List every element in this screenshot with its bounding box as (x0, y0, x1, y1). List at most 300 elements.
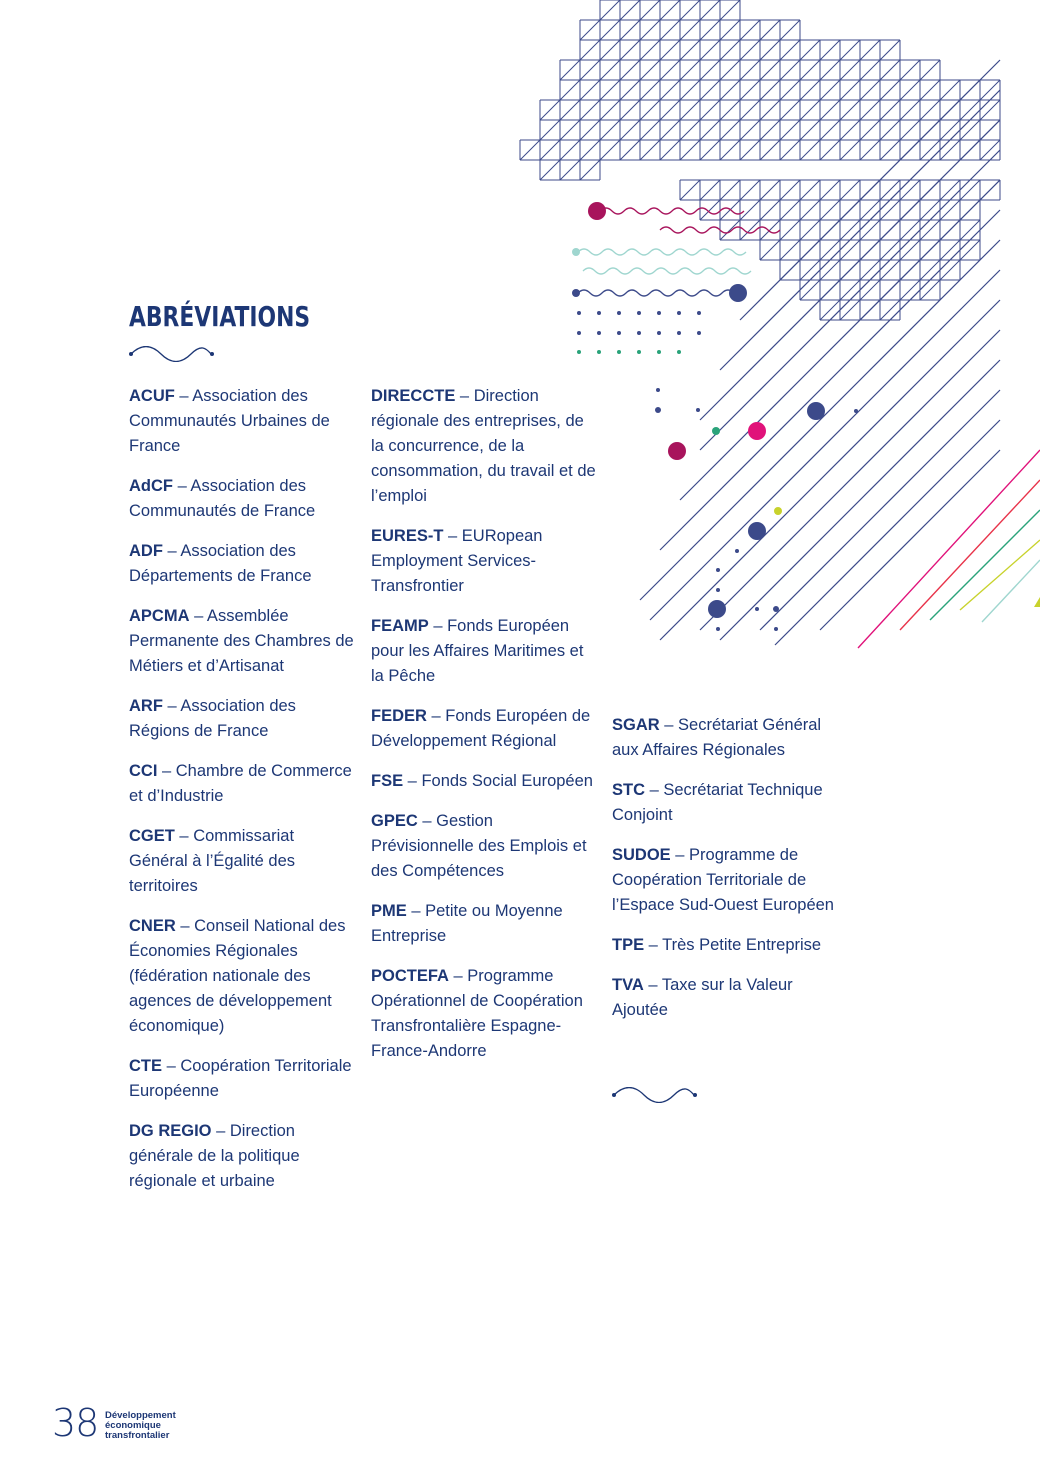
footer-line: transfrontalier (105, 1430, 170, 1441)
grid-line (700, 80, 720, 100)
diagonal-line (660, 210, 1000, 550)
grid-line (620, 20, 640, 40)
wave-divider-icon (128, 346, 218, 362)
grid-line (560, 60, 580, 80)
abbreviation-definition: – Petite ou Moyenne Entreprise (371, 902, 563, 945)
grid-line (800, 260, 820, 280)
abbreviation-term: PME (371, 902, 407, 920)
grid-line (640, 120, 660, 140)
grid-line (720, 180, 740, 200)
footer-line: Développement (105, 1410, 176, 1421)
abbreviation-entry (371, 524, 596, 599)
abbreviation-column-1 (129, 384, 354, 1209)
decor-dot (748, 522, 766, 540)
abbreviation-entry (612, 778, 837, 828)
navy-dot (729, 284, 747, 302)
small-dot (697, 311, 701, 315)
grid-line (840, 240, 860, 260)
grid-line (900, 60, 920, 80)
grid-line (640, 20, 660, 40)
small-dot (677, 331, 681, 335)
decor-dot (708, 600, 726, 618)
teal-dot (572, 248, 580, 256)
grid-line (800, 200, 820, 220)
grid-line (900, 80, 920, 100)
wavy-line (583, 268, 751, 274)
grid-line (760, 100, 780, 120)
abbreviation-term: CTE (129, 1057, 162, 1075)
grid-line (600, 60, 620, 80)
abbreviation-definition: – Fonds Européen pour les Affaires Maritimes et la Pêche (371, 617, 584, 685)
red-line (900, 480, 1040, 630)
abbreviation-entry (371, 614, 596, 689)
grid-line (580, 20, 600, 40)
small-dot (597, 350, 601, 354)
abbreviation-entry (129, 824, 354, 899)
grid-line (640, 40, 660, 60)
grid-line (720, 40, 740, 60)
grid-line (800, 180, 820, 200)
grid-line (880, 300, 900, 320)
grid-line (860, 280, 880, 300)
grid-line (960, 100, 980, 120)
grid-line (540, 120, 560, 140)
grid-line (620, 60, 640, 80)
small-dot (637, 311, 641, 315)
small-dot (657, 350, 661, 354)
grid-line (740, 60, 760, 80)
abbreviation-definition: – Gestion Prévisionnelle des Emplois et des Compétences (371, 812, 587, 880)
small-dot (657, 331, 661, 335)
grid-line (940, 120, 960, 140)
grid-line (700, 120, 720, 140)
grid-line (700, 0, 720, 20)
decor-dot (854, 409, 858, 413)
grid-line (660, 0, 680, 20)
grid-line (640, 60, 660, 80)
grid-line (780, 60, 800, 80)
grid-line (720, 0, 740, 20)
grid-line (560, 120, 580, 140)
grid-line (660, 100, 680, 120)
abbreviation-term: FEAMP (371, 617, 429, 635)
small-dot (637, 350, 641, 354)
abbreviation-term: SUDOE (612, 846, 671, 864)
grid-line (640, 80, 660, 100)
grid-line (880, 100, 900, 120)
decor-dot (656, 388, 660, 392)
wavy-line (600, 208, 744, 214)
grid-line (940, 240, 960, 260)
small-dot (697, 331, 701, 335)
grid-line (820, 140, 840, 160)
grid-line (920, 140, 940, 160)
grid-line (760, 120, 780, 140)
grid-line (680, 20, 700, 40)
grid-line (780, 80, 800, 100)
grid-line (820, 200, 840, 220)
grid-line (540, 160, 560, 180)
grid-line (520, 140, 540, 160)
grid-line (880, 240, 900, 260)
decor-dot (774, 507, 782, 515)
grid-line (620, 120, 640, 140)
abbreviation-entry (612, 973, 837, 1023)
grid-line (620, 140, 640, 160)
grid-line (580, 40, 600, 60)
abbreviation-term: GPEC (371, 812, 418, 830)
grid-line (880, 120, 900, 140)
grid-line (740, 100, 760, 120)
small-dot (677, 350, 681, 354)
grid-line (660, 60, 680, 80)
diagonal-line (660, 300, 1000, 640)
grid-line (820, 60, 840, 80)
grid-line (760, 140, 780, 160)
abbreviation-entry (129, 384, 354, 459)
decor-dot (773, 606, 779, 612)
grid-line (920, 220, 940, 240)
grid-line (560, 80, 580, 100)
decor-dot (655, 407, 661, 413)
abbreviation-entry (129, 694, 354, 744)
grid-line (920, 200, 940, 220)
grid-line (900, 120, 920, 140)
grid-line (640, 0, 660, 20)
grid-line (680, 100, 700, 120)
grid-line (580, 60, 600, 80)
grid-line (800, 280, 820, 300)
grid-line (880, 60, 900, 80)
grid-line (720, 20, 740, 40)
grid-line (780, 180, 800, 200)
abbreviation-term: STC (612, 781, 645, 799)
grid-line (800, 100, 820, 120)
grid-line (740, 20, 760, 40)
grid-line (540, 140, 560, 160)
small-dot (597, 331, 601, 335)
grid-line (760, 240, 780, 260)
abbreviation-definition: – Chambre de Commerce et d’Industrie (129, 762, 352, 805)
grid-line (840, 220, 860, 240)
abbreviation-entry (129, 539, 354, 589)
abbreviation-definition: – Association des Régions de France (129, 697, 296, 740)
diagonal-line (820, 450, 1000, 630)
grid-line (620, 100, 640, 120)
grid-line (940, 140, 960, 160)
grid-line (600, 0, 620, 20)
grid-line (880, 180, 900, 200)
small-dot (657, 311, 661, 315)
abbreviation-entry (371, 384, 596, 509)
abbreviation-term: APCMA (129, 607, 190, 625)
abbreviation-term: ADF (129, 542, 163, 560)
grid-line (840, 300, 860, 320)
grid-line (840, 140, 860, 160)
abbreviation-column-3 (612, 713, 837, 1038)
small-dot (617, 311, 621, 315)
grid-line (860, 40, 880, 60)
grid-line (700, 40, 720, 60)
abbreviation-entry (129, 474, 354, 524)
grid-line (580, 80, 600, 100)
page-title: ABRÉVIATIONS (129, 300, 311, 333)
small-dot (637, 331, 641, 335)
abbreviation-entry (129, 759, 354, 809)
grid-line (860, 100, 880, 120)
abbreviation-term: AdCF (129, 477, 173, 495)
abbreviation-definition: – Commissariat Général à l’Égalité des territoires (129, 827, 296, 895)
grid-line (640, 140, 660, 160)
grid-line (720, 100, 740, 120)
diagonal-line (650, 270, 1000, 620)
abbreviation-entry (371, 809, 596, 884)
abbreviation-entry (612, 713, 837, 763)
grid-line (600, 100, 620, 120)
grid-line (780, 220, 800, 240)
abbreviation-term: FEDER (371, 707, 427, 725)
green-line (930, 510, 1040, 620)
grid-line (840, 180, 860, 200)
grid-line (760, 40, 780, 60)
abbreviation-column-2 (371, 384, 596, 1079)
grid-line (740, 200, 760, 220)
grid-line (680, 40, 700, 60)
grid-line (660, 40, 680, 60)
grid-line (820, 80, 840, 100)
grid-line (720, 220, 740, 240)
grid-line (900, 100, 920, 120)
grid-line (900, 280, 920, 300)
grid-line (860, 60, 880, 80)
diagonal-line (775, 420, 1000, 645)
abbreviation-entry (129, 914, 354, 1039)
abbreviation-definition: – Secrétariat Technique Conjoint (612, 781, 823, 824)
grid-line (880, 140, 900, 160)
small-dot (597, 311, 601, 315)
abbreviation-definition: – Fonds Social Européen (403, 772, 593, 790)
abbreviation-definition: – Association des Communautés de France (129, 477, 316, 520)
abbreviation-definition: – Coopération Territoriale Européenne (129, 1057, 352, 1100)
grid-line (740, 140, 760, 160)
grid-line (720, 80, 740, 100)
grid-line (940, 80, 960, 100)
grid-line (560, 100, 580, 120)
grid-line (840, 280, 860, 300)
grid-line (920, 100, 940, 120)
grid-line (860, 140, 880, 160)
grid-line (720, 140, 740, 160)
grid-line (860, 220, 880, 240)
grid-line (560, 140, 580, 160)
grid-line (940, 260, 960, 280)
grid-line (800, 60, 820, 80)
small-dot (617, 331, 621, 335)
small-dot (677, 311, 681, 315)
abbreviation-term: SGAR (612, 716, 660, 734)
abbreviation-term: ACUF (129, 387, 175, 405)
grid-line (780, 120, 800, 140)
decor-dot (755, 607, 759, 611)
abbreviation-term: EURES-T (371, 527, 444, 545)
grid-line (700, 100, 720, 120)
lime-triangle (1034, 597, 1040, 607)
grid-line (980, 100, 1000, 120)
grid-line (760, 20, 780, 40)
abbreviation-definition: – Direction générale de la politique régionale et urbaine (129, 1122, 300, 1190)
grid-line (800, 220, 820, 240)
abbreviation-entry (371, 899, 596, 949)
abbreviation-term: TVA (612, 976, 644, 994)
grid-line (540, 100, 560, 120)
abbreviation-entry (612, 843, 837, 918)
grid-line (780, 200, 800, 220)
grid-line (680, 60, 700, 80)
abbreviation-term: TPE (612, 936, 645, 954)
abbreviation-entry (612, 933, 837, 958)
grid-line (740, 180, 760, 200)
pink-line (858, 450, 1040, 648)
grid-line (600, 120, 620, 140)
grid-line (740, 120, 760, 140)
grid-line (580, 160, 600, 180)
grid-line (740, 40, 760, 60)
decor-dot (774, 627, 778, 631)
grid-line (840, 120, 860, 140)
grid-line (880, 260, 900, 280)
grid-line (840, 60, 860, 80)
grid-line (700, 60, 720, 80)
grid-line (860, 200, 880, 220)
navy-dot (572, 289, 580, 297)
grid-line (820, 100, 840, 120)
grid-line (580, 120, 600, 140)
grid-line (660, 120, 680, 140)
small-dot (617, 350, 621, 354)
grid-line (680, 180, 700, 200)
grid-line (900, 180, 920, 200)
grid-line (680, 140, 700, 160)
grid-line (880, 80, 900, 100)
grid-line (780, 240, 800, 260)
grid-line (860, 260, 880, 280)
grid-line (660, 140, 680, 160)
grid-line (740, 220, 760, 240)
grid-line (780, 140, 800, 160)
decor-dot (716, 627, 720, 631)
grid-line (820, 40, 840, 60)
grid-line (680, 0, 700, 20)
abbreviation-definition: – Programme Opérationnel de Coopération Transfrontalière Espagne-France-Andorre (371, 967, 583, 1060)
grid-line (580, 100, 600, 120)
abbreviation-term: ARF (129, 697, 163, 715)
grid-line (660, 80, 680, 100)
grid-line (920, 60, 940, 80)
decor-dot (712, 427, 720, 435)
abbreviation-entry (371, 704, 596, 754)
grid-line (920, 80, 940, 100)
grid-line (900, 240, 920, 260)
abbreviation-definition: – Secrétariat Général aux Affaires Régionales (612, 716, 822, 759)
grid-line (780, 100, 800, 120)
decor-dot (716, 588, 720, 592)
grid-line (940, 200, 960, 220)
grid-line (700, 20, 720, 40)
abbreviation-entry (129, 1119, 354, 1194)
grid-line (980, 80, 1000, 100)
grid-line (800, 120, 820, 140)
small-dot (577, 311, 581, 315)
abbreviation-definition: – Assemblée Permanente des Chambres de Métiers et d’Artisanat (129, 607, 354, 675)
abbreviation-entry (371, 769, 596, 794)
grid-line (740, 80, 760, 100)
abbreviation-definition: – Direction régionale des entreprises, de la concurrence, de la consommation, du travail et de l’emploi (371, 387, 596, 505)
diagonal-line (720, 360, 1000, 640)
grid-line (620, 40, 640, 60)
publication-title (105, 1411, 176, 1441)
grid-line (800, 140, 820, 160)
decor-dot (807, 402, 825, 420)
abbreviation-definition: – Association des Communautés Urbaines de France (129, 387, 330, 455)
abbreviation-definition: – Fonds Européen de Développement Régional (371, 707, 591, 750)
grid-line (820, 120, 840, 140)
wavy-line (578, 249, 746, 255)
grid-line (960, 220, 980, 240)
grid-line (600, 20, 620, 40)
abbreviation-entry (129, 604, 354, 679)
grid-line (620, 80, 640, 100)
abbreviation-definition: – Conseil National des Économies Régionales (fédération nationale des agences de développement économique) (129, 917, 346, 1035)
grid-line (700, 140, 720, 160)
grid-line (700, 180, 720, 200)
grid-line (680, 120, 700, 140)
grid-line (860, 80, 880, 100)
grid-line (880, 40, 900, 60)
small-dot (577, 331, 581, 335)
grid-line (640, 100, 660, 120)
wavy-line (578, 290, 746, 296)
grid-line (660, 20, 680, 40)
decor-dot (748, 422, 766, 440)
decor-dot (735, 549, 739, 553)
grid-line (680, 80, 700, 100)
abbreviation-term: CNER (129, 917, 176, 935)
grid-line (820, 240, 840, 260)
grid-line (800, 40, 820, 60)
abbreviation-entry (371, 964, 596, 1064)
grid-line (600, 80, 620, 100)
grid-line (760, 220, 780, 240)
grid-line (760, 60, 780, 80)
abbreviation-term: CCI (129, 762, 158, 780)
grid-line (920, 280, 940, 300)
abbreviation-definition: – Association des Départements de France (129, 542, 312, 585)
abbreviation-term: FSE (371, 772, 404, 790)
abbreviation-term: POCTEFA (371, 967, 449, 985)
decor-dot (696, 408, 700, 412)
abbreviation-definition: – EURopean Employment Services-Transfrontier (371, 527, 543, 595)
wave-divider-icon (611, 1087, 701, 1103)
grid-line (760, 80, 780, 100)
grid-line (940, 180, 960, 200)
abbreviation-definition: – Très Petite Entreprise (644, 936, 822, 954)
grid-line (840, 100, 860, 120)
page-number: 38 (52, 1401, 99, 1445)
diagonal-line (740, 60, 1000, 320)
grid-line (780, 20, 800, 40)
grid-line (980, 140, 1000, 160)
grid-line (960, 240, 980, 260)
